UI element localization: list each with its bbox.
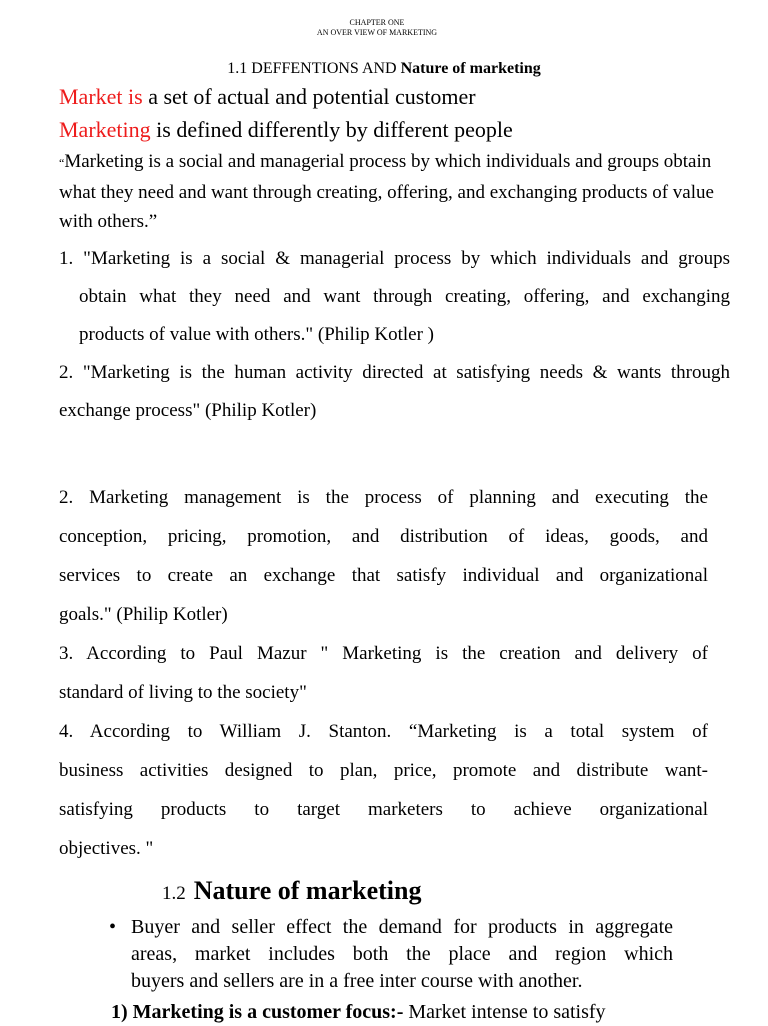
section-1-2-title: Nature of marketing: [193, 876, 422, 905]
market-definition: [59, 81, 476, 113]
definition-line: conception, pricing, promotion, and distribution of ideas, goods, and: [59, 526, 708, 547]
bullet-icon: •: [109, 916, 117, 938]
customer-focus-text: Market intense to satisfy: [403, 1001, 606, 1023]
section-1-1-heading: [0, 59, 768, 79]
chapter-number: CHAPTER ONE: [349, 18, 405, 27]
market-text: a set of actual and potential customer: [142, 84, 476, 109]
quote-open-mark: “: [59, 156, 65, 170]
definition-line: goals." (Philip Kotler): [59, 604, 228, 625]
definition-line: 1. "Marketing is a social & managerial process by which individuals and groups: [59, 248, 730, 269]
definitions-list-2: [59, 478, 708, 868]
section-1-2-heading: [162, 876, 421, 906]
definitions-list-1: [59, 240, 730, 430]
section-1-2-number: 1.2: [162, 883, 186, 904]
customer-focus-item: [111, 999, 606, 1026]
market-term: Market is: [59, 84, 143, 109]
customer-focus-label: 1) Marketing is a customer focus:-: [111, 1001, 404, 1023]
bullet-line: Buyer and seller effect the demand for products in aggregate: [131, 916, 673, 938]
intro-quote: [59, 147, 739, 236]
nature-bullet-text: [131, 914, 673, 995]
section-1-1-bold: Nature of marketing: [400, 60, 541, 77]
definition-line: services to create an exchange that satisfy individual and organizational: [59, 565, 708, 586]
definition-line: satisfying products to target marketers to achieve organizational: [59, 799, 708, 820]
bullet-line: areas, market includes both the place and region which: [131, 943, 673, 965]
definition-line: standard of living to the society": [59, 682, 307, 703]
section-1-1-prefix: 1.1 DEFFENTIONS AND: [227, 60, 401, 77]
definition-line: products of value with others." (Philip Kotler ): [79, 324, 434, 345]
intro-quote-text: Marketing is a social and managerial process by which individuals and groups obtain what they need and want through creating, offering, and exchanging products of value with others.”: [59, 151, 714, 232]
definition-line: 3. According to Paul Mazur " Marketing is the creation and delivery of: [59, 643, 708, 664]
marketing-text: is defined differently by different people: [150, 117, 513, 142]
definition-line: 2. Marketing management is the process of planning and executing the: [59, 487, 708, 508]
bullet-line: buyers and sellers are in a free inter course with another.: [131, 970, 583, 992]
marketing-term: Marketing: [59, 117, 151, 142]
definition-line: exchange process" (Philip Kotler): [59, 400, 317, 421]
definition-line: obtain what they need and want through creating, offering, and exchanging: [79, 286, 730, 307]
definition-line: business activities designed to plan, price, promote and distribute want-: [59, 760, 708, 781]
chapter-title: AN OVER VIEW OF MARKETING: [316, 28, 438, 37]
definition-line: objectives. ": [59, 838, 154, 859]
definition-line: 4. According to William J. Stanton. “Marketing is a total system of: [59, 721, 708, 742]
marketing-definition: [59, 114, 513, 146]
definition-line: 2. "Marketing is the human activity directed at satisfying needs & wants through: [59, 362, 730, 383]
